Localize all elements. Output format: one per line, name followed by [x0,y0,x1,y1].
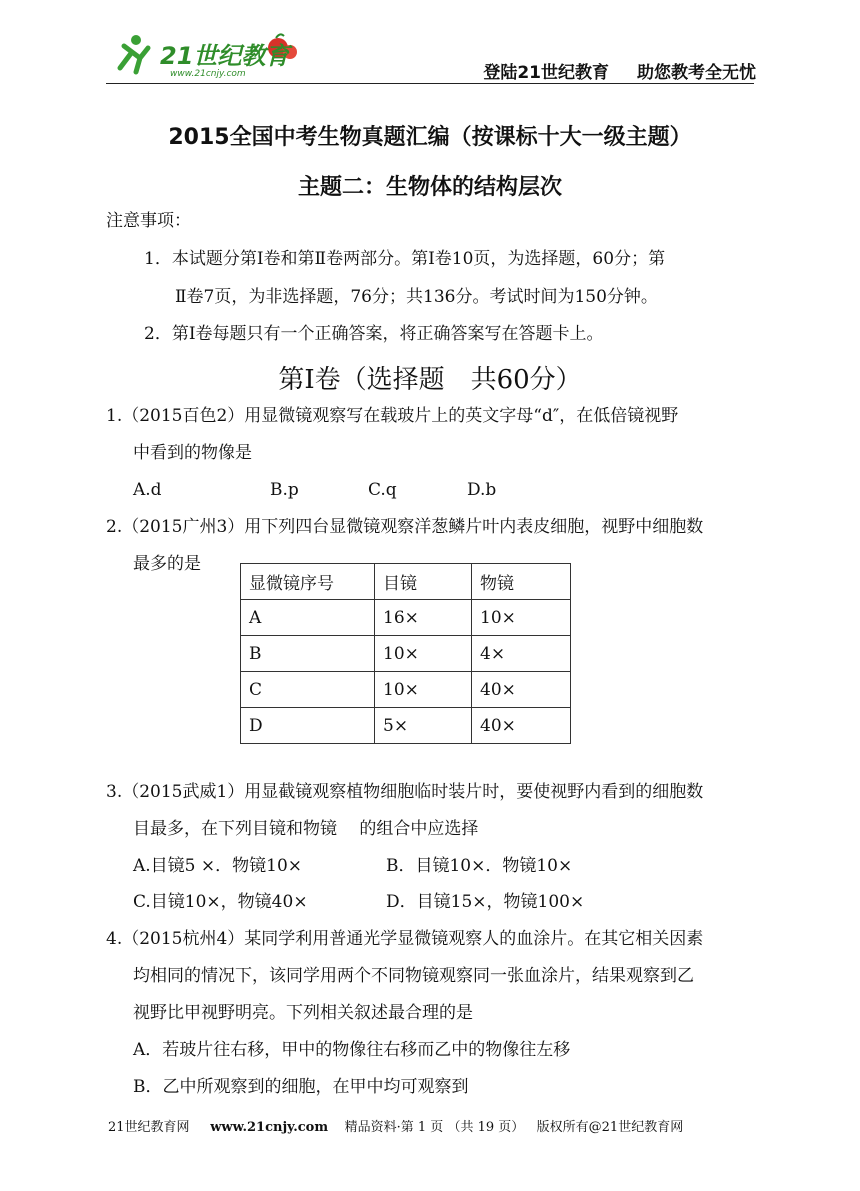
table-cell: 10× [375,672,472,708]
q3-option-a: A.目镜5 ×．物镜10× [133,856,303,876]
q4-option-b: B．乙中所观察到的细胞，在甲中均可观察到 [133,1077,469,1097]
footer-copyright: 版权所有@21世纪教育网 [536,1120,684,1135]
table-cell: C [241,672,375,708]
table-cell: A [241,600,375,636]
q4-line-3: 视野比甲视野明亮。下列相关叙述最合理的是 [133,1003,473,1023]
document-title: 2015全国中考生物真题汇编（按课标十大一级主题） [168,125,692,150]
table-row [241,672,571,708]
header-divider [106,83,754,84]
table-cell: B [241,636,375,672]
q3-option-b: B．目镜10×．物镜10× [386,856,573,876]
footer-site: 21世纪教育网 [108,1120,190,1135]
table-cell: 40× [472,708,571,744]
notice-item-1-line-2: Ⅱ卷7页，为非选择题，76分；共136分。考试时间为150分钟。 [175,287,658,307]
logo-text: 21世纪教育 [160,42,290,70]
notice-heading: 注意事项： [106,211,191,231]
table-row [241,636,571,672]
table-cell: 4× [472,636,571,672]
q4-line-2: 均相同的情况下，该同学用两个不同物镜观察同一张血涂片，结果观察到乙 [133,966,694,986]
q1-line-2: 中看到的物像是 [133,443,252,463]
header-slogan-left: 登陆21世纪教育 [483,63,609,83]
document-subtitle: 主题二：生物体的结构层次 [297,175,562,200]
table-header-cell: 物镜 [472,564,571,600]
table-row [241,708,571,744]
logo-url: www.21cnjy.com [170,69,246,79]
q3-line-2: 目最多，在下列目镜和物镜 的组合中应选择 [133,819,479,839]
microscope-table [240,563,571,744]
q3-line-1: 3.（2015武威1）用显截镜观察植物细胞临时装片时，要使视野内看到的细胞数 [106,782,704,802]
q1-option-b: B.p [270,480,299,500]
q2-line-1: 2.（2015广州3）用下列四台显微镜观察洋葱鳞片叶内表皮细胞，视野中细胞数 [106,517,704,537]
q1-option-d: D.b [467,480,497,500]
table-cell: D [241,708,375,744]
header-slogan [483,58,756,83]
table-header-cell: 目镜 [375,564,472,600]
table-cell: 5× [375,708,472,744]
q4-option-a: A．若玻片往右移，甲中的物像往右移而乙中的物像往左移 [133,1040,571,1060]
q1-option-c: C.q [368,480,397,500]
notice-item-2: 2．第Ⅰ卷每题只有一个正确答案，将正确答案写在答题卡上。 [144,324,604,344]
table-cell: 10× [472,600,571,636]
table-cell: 10× [375,636,472,672]
notice-item-1-line-1: 1．本试题分第Ⅰ卷和第Ⅱ卷两部分。第Ⅰ卷10页，为选择题，60分；第 [144,249,666,269]
q1-option-a: A.d [133,480,162,500]
q3-option-d: D．目镜15×，物镜100× [386,892,585,912]
q2-line-2: 最多的是 [133,554,201,574]
table-cell: 16× [375,600,472,636]
table-header-row [241,564,571,600]
footer-page-info: 精品资料·第 1 页 （共 19 页） [344,1120,525,1135]
q4-line-1: 4.（2015杭州4）某同学利用普通光学显微镜观察人的血涂片。在其它相关因素 [106,929,704,949]
table-cell: 40× [472,672,571,708]
q3-option-c: C.目镜10×，物镜40× [133,892,308,912]
page-footer [108,1116,683,1135]
footer-url[interactable]: www.21cnjy.com [210,1120,329,1135]
table-header-cell: 显微镜序号 [241,564,375,600]
section-title: 第Ⅰ卷（选择题 共60分） [278,365,582,395]
table-row [241,600,571,636]
q1-line-1: 1.（2015百色2）用显微镜观察写在载玻片上的英文字母“d″，在低倍镜视野 [106,406,679,426]
runner-icon [120,35,148,72]
site-logo [110,28,300,80]
header-slogan-right: 助您教考全无忧 [637,63,756,83]
